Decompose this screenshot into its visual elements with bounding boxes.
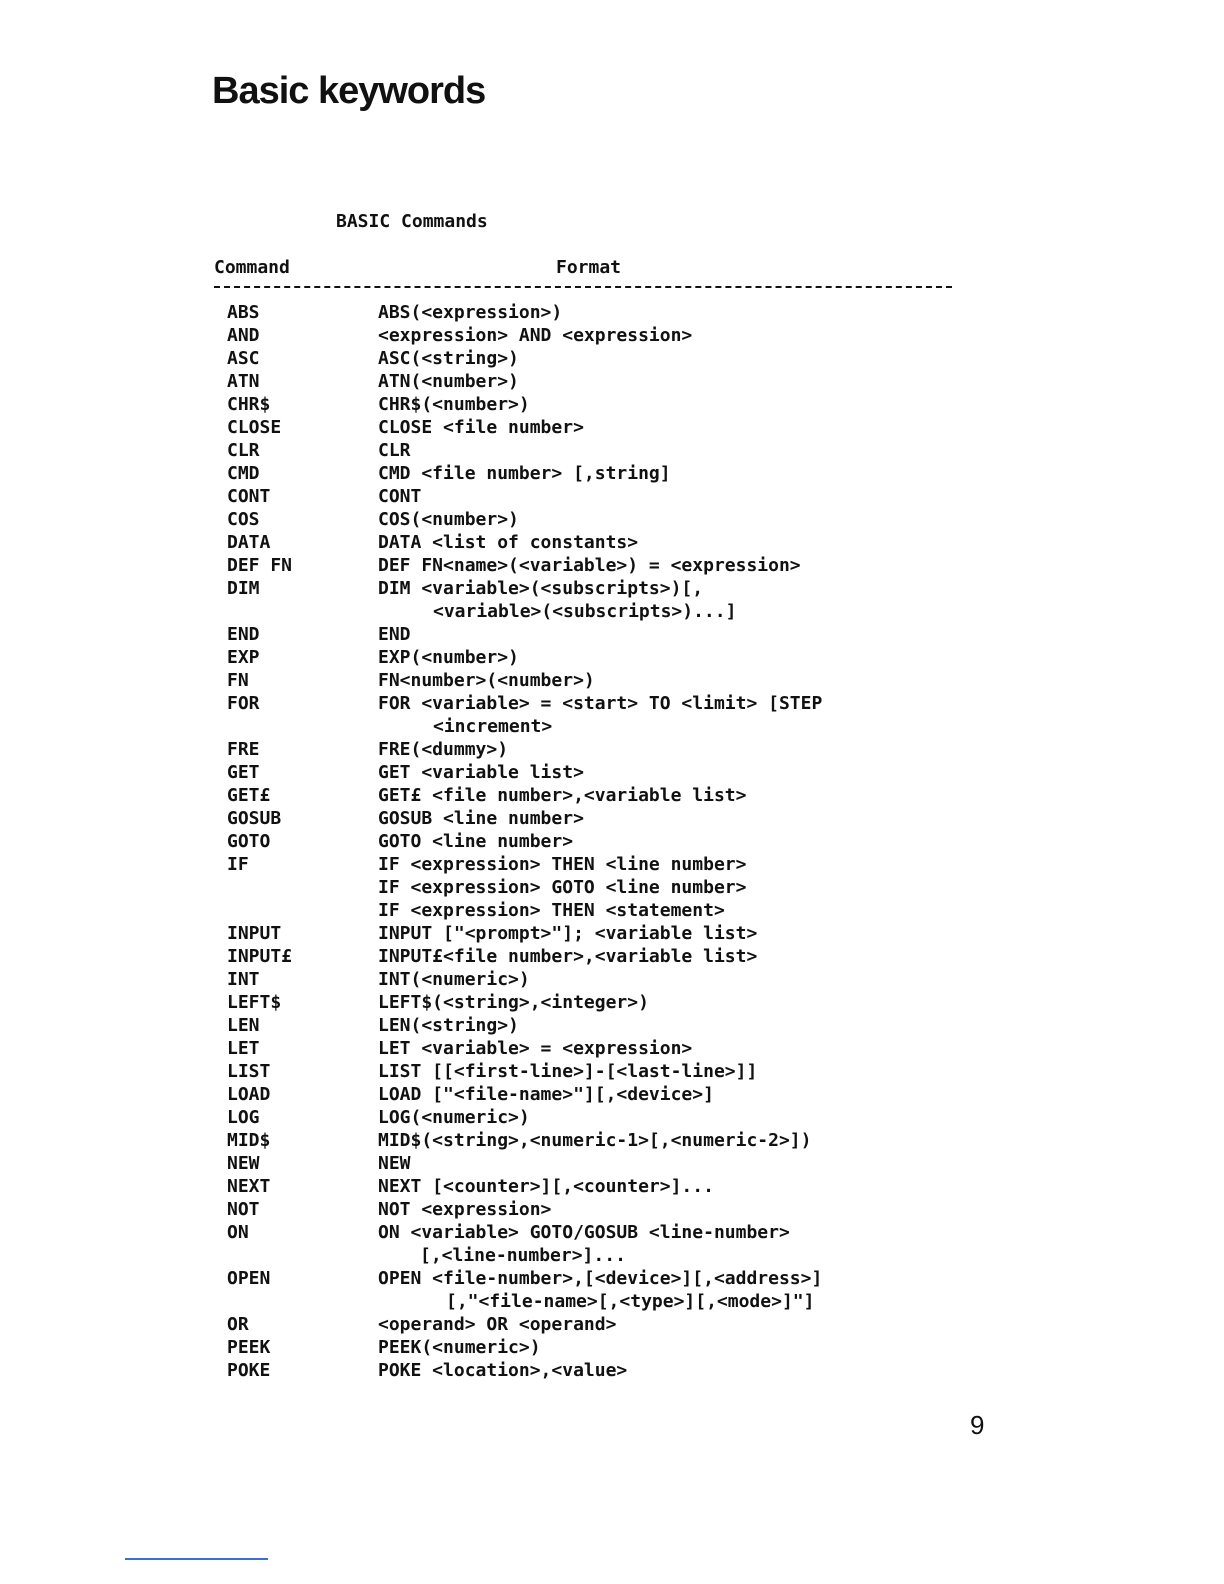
table-row: [0, 899, 1224, 922]
table-row: [0, 531, 1224, 554]
format-cell: <increment>: [433, 716, 553, 737]
table-row: [0, 922, 1224, 945]
command-cell: NOT: [227, 1199, 260, 1220]
table-row: [0, 485, 1224, 508]
table-row: [0, 876, 1224, 899]
format-cell: LIST [[<first-line>]-[<last-line>]]: [378, 1061, 758, 1082]
format-cell: EXP(<number>): [378, 647, 519, 668]
format-cell: NOT <expression>: [378, 1199, 552, 1220]
table-row: [0, 416, 1224, 439]
command-cell: NEXT: [227, 1176, 271, 1197]
table-row: [0, 1083, 1224, 1106]
table-row: [0, 393, 1224, 416]
command-cell: FOR: [227, 693, 260, 714]
format-cell: GET <variable list>: [378, 762, 584, 783]
command-cell: GOSUB: [227, 808, 282, 829]
table-row: [0, 669, 1224, 692]
format-cell: LOG(<numeric>): [378, 1107, 530, 1128]
format-cell: MID$(<string>,<numeric-1>[,<numeric-2>]): [378, 1130, 812, 1151]
command-cell: INT: [227, 969, 260, 990]
command-cell: CLOSE: [227, 417, 282, 438]
command-cell: END: [227, 624, 260, 645]
command-cell: CLR: [227, 440, 260, 461]
format-cell: PEEK(<numeric>): [378, 1337, 541, 1358]
command-cell: COS: [227, 509, 260, 530]
table-row: [0, 692, 1224, 715]
command-cell: CMD: [227, 463, 260, 484]
format-cell: NEXT [<counter>][,<counter>]...: [378, 1176, 714, 1197]
table-row: [0, 830, 1224, 853]
table-row: [0, 1175, 1224, 1198]
format-cell: IF <expression> GOTO <line number>: [378, 877, 747, 898]
table-row: [0, 945, 1224, 968]
format-cell: ON <variable> GOTO/GOSUB <line-number>: [378, 1222, 790, 1243]
command-cell: LEFT$: [227, 992, 282, 1013]
command-cell: ON: [227, 1222, 249, 1243]
table-row: [0, 324, 1224, 347]
table-row: [0, 1106, 1224, 1129]
table-row: [0, 807, 1224, 830]
table-row: [0, 738, 1224, 761]
footer-rule: [125, 1558, 268, 1560]
table-row: [0, 853, 1224, 876]
table-row: [0, 1267, 1224, 1290]
format-cell: OPEN <file-number>,[<device>][,<address>]: [378, 1268, 823, 1289]
format-cell: GOSUB <line number>: [378, 808, 584, 829]
table-row: [0, 600, 1224, 623]
command-cell: GET£: [227, 785, 271, 806]
format-cell: <variable>(<subscripts>)...]: [433, 601, 737, 622]
format-cell: DEF FN<name>(<variable>) = <expression>: [378, 555, 801, 576]
table-row: [0, 1060, 1224, 1083]
table-row: [0, 508, 1224, 531]
format-cell: CLOSE <file number>: [378, 417, 584, 438]
table-row: [0, 347, 1224, 370]
table-row: [0, 968, 1224, 991]
table-row: [0, 1152, 1224, 1175]
table-row: [0, 784, 1224, 807]
format-cell: LEN(<string>): [378, 1015, 519, 1036]
format-cell: CMD <file number> [,string]: [378, 463, 671, 484]
table-row: [0, 1313, 1224, 1336]
command-cell: FN: [227, 670, 249, 691]
format-cell: LOAD ["<file-name>"][,<device>]: [378, 1084, 714, 1105]
format-cell: [,"<file-name>[,<type>][,<mode>]"]: [446, 1291, 815, 1312]
format-cell: DATA <list of constants>: [378, 532, 639, 553]
format-cell: FN<number>(<number>): [378, 670, 595, 691]
table-row: [0, 991, 1224, 1014]
command-cell: DIM: [227, 578, 260, 599]
format-cell: CONT: [378, 486, 422, 507]
format-cell: FOR <variable> = <start> TO <limit> [STEP: [378, 693, 823, 714]
table-row: [0, 1359, 1224, 1382]
format-cell: [,<line-number>]...: [420, 1245, 626, 1266]
format-cell: GET£ <file number>,<variable list>: [378, 785, 747, 806]
header-divider: [214, 286, 952, 288]
command-cell: DEF FN: [227, 555, 293, 576]
command-cell: OPEN: [227, 1268, 271, 1289]
format-cell: POKE <location>,<value>: [378, 1360, 628, 1381]
command-cell: FRE: [227, 739, 260, 760]
format-cell: IF <expression> THEN <statement>: [378, 900, 725, 921]
format-cell: IF <expression> THEN <line number>: [378, 854, 747, 875]
format-cell: CLR: [378, 440, 411, 461]
command-cell: EXP: [227, 647, 260, 668]
format-cell: DIM <variable>(<subscripts>)[,: [378, 578, 704, 599]
command-cell: INPUT£: [227, 946, 293, 967]
table-row: [0, 1290, 1224, 1313]
command-cell: ASC: [227, 348, 260, 369]
format-cell: ASC(<string>): [378, 348, 519, 369]
table-row: [0, 1336, 1224, 1359]
command-cell: LOG: [227, 1107, 260, 1128]
table-row: [0, 301, 1224, 324]
command-cell: LEN: [227, 1015, 260, 1036]
command-cell: CONT: [227, 486, 271, 507]
command-cell: NEW: [227, 1153, 260, 1174]
column-header-format: Format: [556, 257, 622, 278]
table-row: [0, 761, 1224, 784]
command-cell: LET: [227, 1038, 260, 1059]
command-cell: AND: [227, 325, 260, 346]
table-row: [0, 1129, 1224, 1152]
format-cell: INPUT ["<prompt>"]; <variable list>: [378, 923, 758, 944]
command-cell: ABS: [227, 302, 260, 323]
table-row: [0, 715, 1224, 738]
table-row: [0, 623, 1224, 646]
format-cell: GOTO <line number>: [378, 831, 574, 852]
command-cell: IF: [227, 854, 249, 875]
format-cell: CHR$(<number>): [378, 394, 530, 415]
command-cell: CHR$: [227, 394, 271, 415]
table-row: [0, 1014, 1224, 1037]
table-row: [0, 577, 1224, 600]
command-cell: LIST: [227, 1061, 271, 1082]
format-cell: <expression> AND <expression>: [378, 325, 693, 346]
format-cell: INPUT£<file number>,<variable list>: [378, 946, 758, 967]
command-cell: DATA: [227, 532, 271, 553]
format-cell: FRE(<dummy>): [378, 739, 509, 760]
table-row: [0, 1221, 1224, 1244]
command-cell: GET: [227, 762, 260, 783]
format-cell: END: [378, 624, 411, 645]
command-cell: INPUT: [227, 923, 282, 944]
format-cell: NEW: [378, 1153, 411, 1174]
command-cell: POKE: [227, 1360, 271, 1381]
format-cell: <operand> OR <operand>: [378, 1314, 617, 1335]
page-title: Basic keywords: [212, 70, 486, 112]
table-row: [0, 554, 1224, 577]
table-row: [0, 370, 1224, 393]
format-cell: INT(<numeric>): [378, 969, 530, 990]
table-row: [0, 462, 1224, 485]
table-row: [0, 439, 1224, 462]
command-cell: ATN: [227, 371, 260, 392]
command-cell: PEEK: [227, 1337, 271, 1358]
table-title: BASIC Commands: [336, 211, 488, 232]
table-row: [0, 1198, 1224, 1221]
format-cell: ATN(<number>): [378, 371, 519, 392]
command-cell: GOTO: [227, 831, 271, 852]
format-cell: ABS(<expression>): [378, 302, 563, 323]
table-row: [0, 1037, 1224, 1060]
command-cell: MID$: [227, 1130, 271, 1151]
command-table: [0, 301, 1224, 1382]
format-cell: LET <variable> = <expression>: [378, 1038, 693, 1059]
page-number: 9: [970, 1410, 985, 1440]
column-header-command: Command: [214, 257, 290, 278]
table-row: [0, 1244, 1224, 1267]
table-row: [0, 646, 1224, 669]
command-cell: OR: [227, 1314, 249, 1335]
command-cell: LOAD: [227, 1084, 271, 1105]
format-cell: COS(<number>): [378, 509, 519, 530]
format-cell: LEFT$(<string>,<integer>): [378, 992, 649, 1013]
